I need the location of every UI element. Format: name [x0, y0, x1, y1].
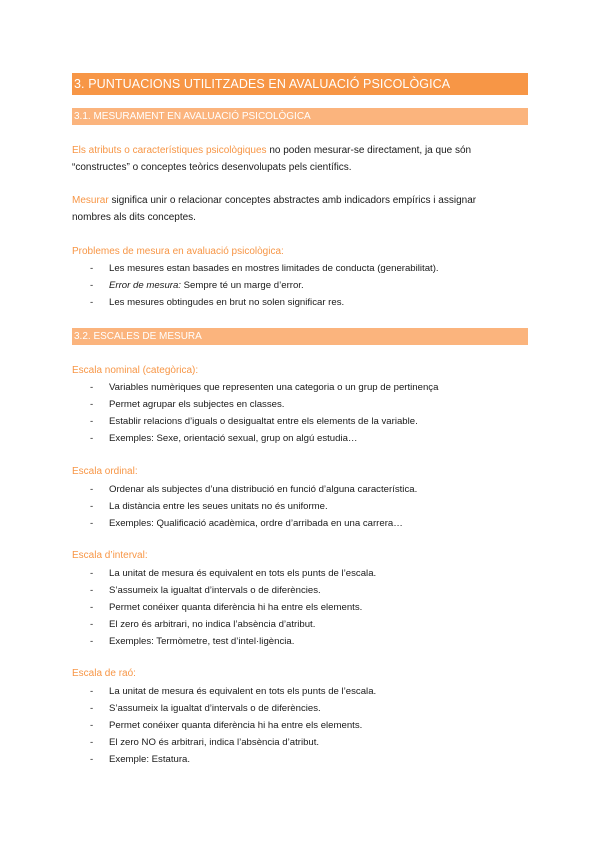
list-item: - La unitat de mesura és equivalent en tots els punts de l’escala. [90, 568, 377, 579]
nominal-scale-heading: Escala nominal (categòrica): [72, 365, 199, 376]
list-item: - La unitat de mesura és equivalent en tots els punts de l’escala. [90, 686, 377, 697]
list-item: - El zero és arbitrari, no indica l’absència d’atribut. [90, 619, 316, 630]
list-item: - Les mesures obtingudes en brut no solen significar res. [90, 297, 345, 308]
problems-heading: Problemes de mesura en avaluació psicològica: [72, 246, 284, 257]
list-item: - Permet agrupar els subjectes en classes. [90, 399, 285, 410]
list-item: - Les mesures estan basades en mostres limitades de conducta (generabilitat). [90, 263, 439, 274]
problems-list [72, 260, 528, 311]
paragraph-attributes-line2: “constructes” o conceptes teòrics desenvolupats pels científics. [72, 162, 352, 173]
section-3-heading: 3. PUNTUACIONS UTILITZADES EN AVALUACIÓ PSICOLÒGICA [72, 73, 528, 95]
list-item: - Ordenar als subjectes d’una distribució en funció d’alguna característica. [90, 484, 418, 495]
list-item: - Exemple: Estatura. [90, 754, 191, 765]
list-item: - Exemples: Termòmetre, test d’intel·ligència. [90, 636, 295, 647]
nominal-scale-list [72, 379, 528, 447]
ordinal-scale-heading: Escala ordinal: [72, 466, 138, 477]
list-item: - Exemples: Qualificació acadèmica, ordre d’arribada en una carrera… [90, 518, 403, 529]
list-item: - El zero NO és arbitrari, indica l’absència d’atribut. [90, 737, 320, 748]
section-3-1-heading: 3.1. MESURAMENT EN AVALUACIÓ PSICOLÒGICA [72, 108, 528, 125]
highlight-measure: Mesurar [72, 195, 109, 206]
list-item: - Permet conéixer quanta diferència hi ha entre els elements. [90, 602, 363, 613]
ratio-scale-heading: Escala de raó: [72, 668, 136, 679]
paragraph-attributes-line1: no poden mesurar-se directament, ja que són [266, 145, 472, 156]
paragraph-measure-line1: significa unir o relacionar conceptes abstractes amb indicadors empírics i assignar [108, 195, 477, 206]
ordinal-scale-list [72, 481, 528, 532]
list-item: - Establir relacions d’iguals o desigualtat entre els elements de la variable. [90, 416, 418, 427]
highlight-attributes: Els atributs o característiques psicològiques [72, 145, 267, 156]
paragraph-attributes [72, 142, 528, 176]
interval-scale-list [72, 565, 528, 650]
section-3-2-heading: 3.2. ESCALES DE MESURA [72, 328, 528, 345]
list-item: - La distància entre les seues unitats no és uniforme. [90, 501, 328, 512]
list-item: - S’assumeix la igualtat d’intervals o de diferències. [90, 585, 321, 596]
list-item: - S’assumeix la igualtat d’intervals o de diferències. [90, 703, 321, 714]
interval-scale-heading: Escala d’interval: [72, 550, 148, 561]
list-item: - Exemples: Sexe, orientació sexual, grup on algú estudia… [90, 433, 358, 444]
paragraph-measure-line2: nombres als dits conceptes. [72, 212, 196, 223]
list-item: - Permet conéixer quanta diferència hi ha entre els elements. [90, 720, 363, 731]
list-item: - Variables numèriques que representen una categoria o un grup de pertinença [90, 382, 439, 393]
paragraph-measure [72, 192, 528, 226]
ratio-scale-list [72, 683, 528, 768]
list-item: - Error de mesura: Sempre té un marge d’error. [90, 280, 304, 291]
